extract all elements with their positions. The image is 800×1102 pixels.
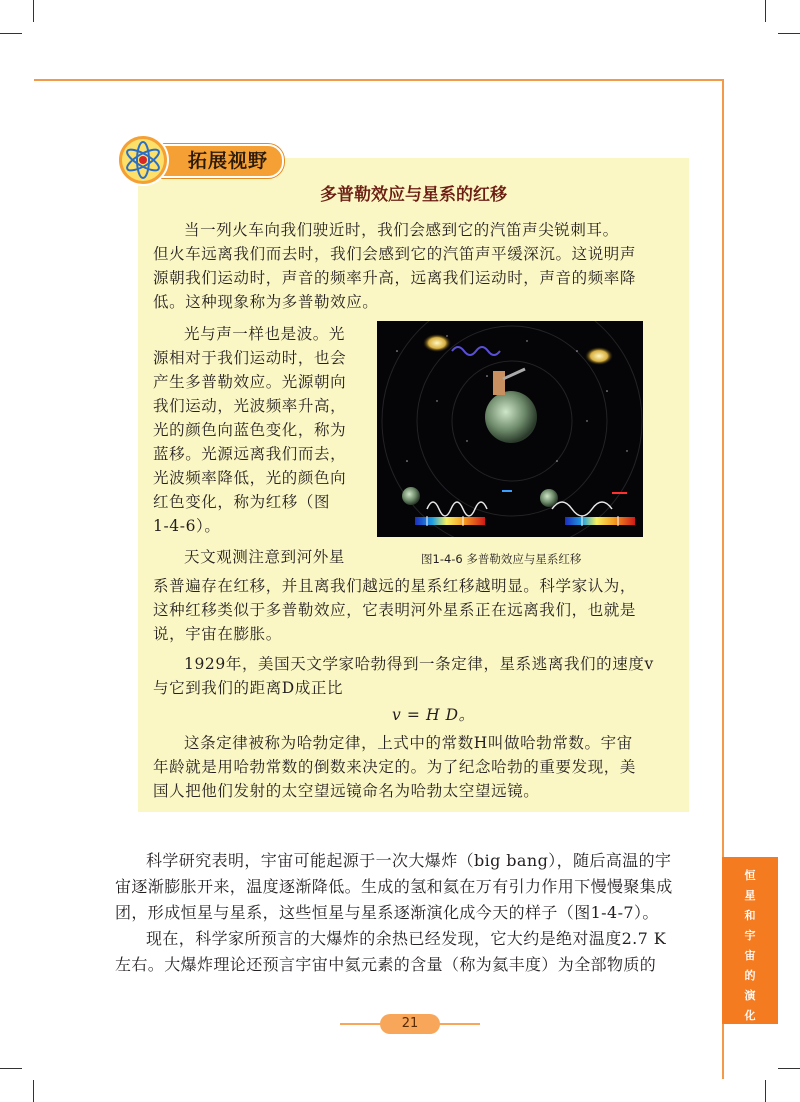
side-tab-char: 星 (744, 889, 756, 902)
doppler-illustration (377, 321, 643, 537)
law-line: 年龄就是用哈勃常数的倒数来决定的。为了纪念哈勃的重要发现，美 (153, 758, 637, 776)
intro-line: 低。这种现象称为多普勒效应。 (153, 293, 379, 311)
light-line: 光的颜色向蓝色变化，称为 (153, 421, 347, 439)
light-line: 光与声一样也是波。光 (184, 325, 346, 343)
side-tab-char: 的 (744, 969, 756, 982)
side-tab-char: 恒 (744, 869, 756, 882)
body-line: 团，形成恒星与星系，这些恒星与星系逐渐演化成今天的样子（图1-4-7）。 (115, 903, 659, 922)
side-tab-char: 演 (744, 989, 756, 1002)
observe-line: 系普遍存在红移，并且离我们越远的星系红移越明显。科学家认为， (153, 577, 637, 595)
side-tab-char: 和 (744, 909, 756, 922)
intro-line: 当一列火车向我们驶近时，我们会感到它的汽笛声尖锐刺耳。 (184, 221, 619, 239)
side-tab-char: 宙 (744, 949, 756, 962)
crop-mark (0, 33, 22, 34)
law-line: 国人把他们发射的太空望远镜命名为哈勃太空望远镜。 (153, 782, 540, 800)
light-line: 光波频率降低，光的颜色向 (153, 469, 347, 487)
extension-badge-label: 拓展视野 (144, 144, 284, 178)
crop-mark (765, 1080, 766, 1102)
side-tab-char: 化 (744, 1009, 756, 1022)
figure-caption: 图1-4-6 多普勒效应与星系红移 (421, 552, 582, 566)
intro-line: 源朝我们运动时，声音的频率升高，远离我们运动时，声音的频率降 (153, 269, 637, 287)
light-line: 我们运动，光波频率升高， (153, 397, 347, 415)
light-line: 源相对于我们运动时，也会 (153, 349, 347, 367)
light-line: 红色变化，称为红移（图 (153, 493, 331, 511)
law-line: 这条定律被称为哈勃定律，上式中的常数H叫做哈勃常数。宇宙 (184, 734, 633, 752)
doppler-figure (377, 321, 643, 537)
crop-mark (765, 0, 766, 22)
hubble-formula: v = H D。 (392, 706, 475, 724)
side-tab-char: 宇 (744, 929, 756, 942)
light-line: 蓝移。光源远离我们而去， (153, 445, 347, 463)
observe-line: 这种红移类似于多普勒效应，它表明河外星系正在远离我们，也就是 (153, 601, 637, 619)
frame-top-line (34, 79, 724, 81)
crop-mark (0, 1068, 22, 1069)
extension-title: 多普勒效应与星系的红移 (320, 185, 507, 205)
page-number: 21 (380, 1014, 440, 1034)
crop-mark (33, 1080, 34, 1102)
crop-mark (33, 0, 34, 22)
chapter-side-tab (722, 857, 778, 1024)
body-line: 宙逐渐膨胀开来，温度逐渐降低。生成的氢和氦在万有引力作用下慢慢聚集成 (115, 877, 673, 896)
page-number-block (340, 1014, 480, 1034)
light-line: 产生多普勒效应。光源朝向 (153, 373, 347, 391)
body-line: 左右。大爆炸理论还预言宇宙中氦元素的含量（称为氦丰度）为全部物质的 (115, 955, 657, 974)
observe-line: 说，宇宙在膨胀。 (153, 625, 282, 643)
crop-mark (778, 33, 800, 34)
body-line: 现在，科学家所预言的大爆炸的余热已经发现，它大约是绝对温度2.7 K (146, 929, 667, 948)
observe-line: 天文观测注意到河外星 (184, 548, 346, 566)
body-line: 科学研究表明，宇宙可能起源于一次大爆炸（big bang），随后高温的宇 (146, 851, 672, 870)
light-line: 1-4-6）。 (153, 517, 221, 535)
hubble-line: 与它到我们的距离D成正比 (153, 679, 344, 697)
crop-mark (778, 1068, 800, 1069)
hubble-line: 1929年，美国天文学家哈勃得到一条定律，星系逃离我们的速度v (184, 655, 654, 673)
intro-line: 但火车远离我们而去时，我们会感到它的汽笛声平缓深沉。这说明声 (153, 245, 637, 263)
